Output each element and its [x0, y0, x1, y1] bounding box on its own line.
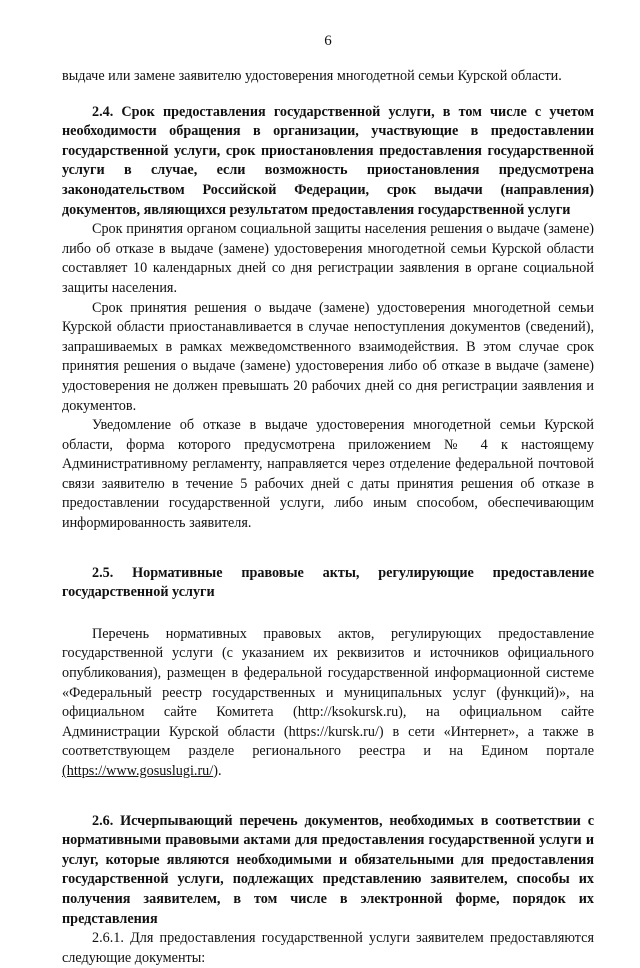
page-number: 6 — [324, 33, 332, 49]
section-heading-2-6: 2.6. Исчерпывающий перечень документов, необходимых в соответствии с нормативными правовыми актами для предоставления государственной услуги и услуг, которые являются необходимыми и обязательными для предоставления государственной услуги, подлежащих представлению заявителем, способы их получения заявителем, в том числе в электронной форме, порядок их представления — [62, 812, 594, 927]
paragraph-normative-acts-end: ). — [213, 763, 222, 779]
paragraph-continuation: выдаче или замене заявителю удостоверения многодетной семьи Курской области. — [62, 68, 562, 84]
paragraph-documents-list-intro: 2.6.1. Для предоставления государственной услуги заявителем предоставляются следующие документы: — [62, 930, 594, 966]
gosuslugi-link[interactable]: (https://www.gosuslugi.ru/ — [62, 763, 214, 779]
paragraph-decision-term: Срок принятия органом социальной защиты населения решения о выдаче (замене) либо об отказе в выдаче (замене) удостоверения многодетной семьи Курской области составляет 10 календарных дней со дня регистрации заявления в органе социальной защиты населения. — [62, 221, 594, 296]
paragraph-refusal-notice: Уведомление об отказе в выдаче удостоверения многодетной семьи Курской области, форма которого предусмотрена приложением № 4 к настоящему Административному регламенту, направляется через отделение федеральной почтовой связи заявителю в течение 5 рабочих дней с даты принятия решения об отказе в предоставлении государственной услуги, либо иным способом, обеспечивающим информированность заявителя. — [62, 417, 594, 532]
section-heading-2-4: 2.4. Срок предоставления государственной услуги, в том числе с учетом необходимости обращения в организации, участвующие в предоставлении государственной услуги, срок приостановления предоставления государственной услуги в случае, если возможность приостановления предусмотрена законодательством Российской Федерации, срок выдачи (направления) документов, являющихся результатом предоставления государственной услуги — [62, 103, 594, 218]
paragraph-suspension-term: Срок принятия решения о выдаче (замене) удостоверения многодетной семьи Курской области приостанавливается в случае непоступления документов (сведений), запрашиваемых в рамках межведомственного взаимодействия. В этом случае срок принятия решения о выдаче (замене) удостоверения либо об отказе в выдаче (замене) удостоверения не должен превышать 20 рабочих дней со дня регистрации заявления и документов. — [62, 299, 594, 414]
paragraph-normative-acts — [62, 625, 594, 782]
section-heading-2-5: 2.5. Нормативные правовые акты, регулирующие предоставление государственной услуги — [62, 564, 594, 601]
paragraph-normative-acts-text: Перечень нормативных правовых актов, регулирующих предоставление государственной услуги (с указанием их реквизитов и источников официального опубликования), размещен в федеральной государственной информационной системе «Федеральный реестр государственных и муниципальных услуг (функций)», на официальном сайте Комитета (http://ksokursk.ru), на официальном сайте Администрации Курской области (https://kursk.ru/) в сети «Интернет», а также в соответствующем разделе регионального реестра и на Едином портале — [62, 625, 594, 760]
